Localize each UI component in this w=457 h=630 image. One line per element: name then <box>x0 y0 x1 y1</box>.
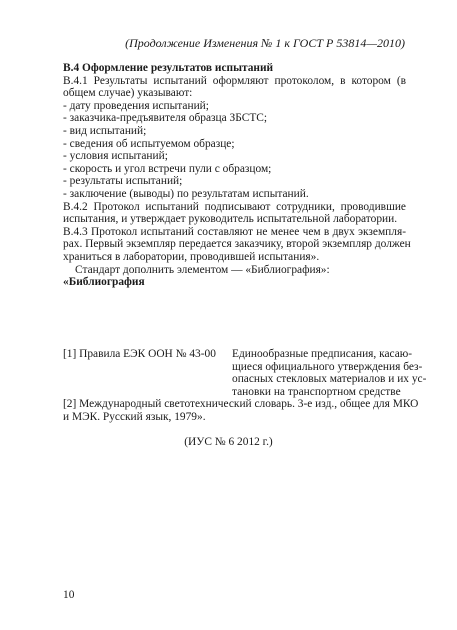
bibliography-item <box>63 398 419 423</box>
bibliography-item <box>63 348 427 398</box>
publication-reference: (ИУС № 6 2012 г.) <box>184 436 273 448</box>
list-item: - результаты испытаний; <box>63 175 183 188</box>
paragraph-line: рах. Первый экземпляр передается заказчику, второй экземпляр должен <box>63 238 411 251</box>
paragraph-line: В.4.3 Протокол испытаний составляют не менее чем в двух экземпля- <box>63 225 406 238</box>
list-item: - дату проведения испытаний; <box>63 99 209 112</box>
bibliography-title: «Библиография <box>63 276 145 289</box>
paragraph-line: общем случае) указывают: <box>63 87 193 100</box>
section-title: В.4 Оформление результатов испытаний <box>63 62 274 74</box>
page-number: 10 <box>63 589 75 601</box>
bibliography-ref: [1] Правила ЕЭК ООН № 43-00 <box>63 348 216 360</box>
list-item: - сведения об испытуемом образце; <box>63 137 235 150</box>
list-item: - скорость и угол встречи пули с образцом; <box>63 162 272 175</box>
description-line: опасных стекловых материалов и их ус- <box>232 373 427 386</box>
description-line: щиеся официального утверждения без- <box>232 360 423 373</box>
list-item: - условия испытаний; <box>63 150 168 163</box>
list-item: - заключение (выводы) по результатам испытаний. <box>63 187 309 200</box>
bibliography-list <box>63 348 427 424</box>
list-item: - заказчика-предъявителя образца ЗБСТС; <box>63 112 268 125</box>
list-item: - вид испытаний; <box>63 124 147 137</box>
paragraph-line: Стандарт дополнить элементом — «Библиография»: <box>75 263 330 276</box>
paragraph-line: испытания, и утверждает руководитель испытательной лаборатории. <box>63 213 398 226</box>
bibliography-line: и МЭК. Русский язык, 1979». <box>63 410 206 423</box>
paragraph-line: В.4.1 Результаты испытаний оформляют протоколом, в котором (в <box>63 74 406 87</box>
description-line: тановки на транспортном средстве <box>232 385 401 398</box>
paragraph-line: В.4.2 Протокол испытаний подписывают сотрудники, проводившие <box>63 200 406 213</box>
description-line: Единообразные предписания, касаю- <box>232 348 413 360</box>
page-header: (Продолжение Изменения № 1 к ГОСТ Р 53814—2010) <box>125 36 405 50</box>
paragraph-line: храниться в лаборатории, проводившей испытания». <box>63 250 320 263</box>
section-content <box>63 62 411 289</box>
bibliography-description <box>232 348 427 398</box>
bibliography-line: [2] Международный светотехнический словарь. 3-е изд., общее для МКО <box>63 398 419 411</box>
